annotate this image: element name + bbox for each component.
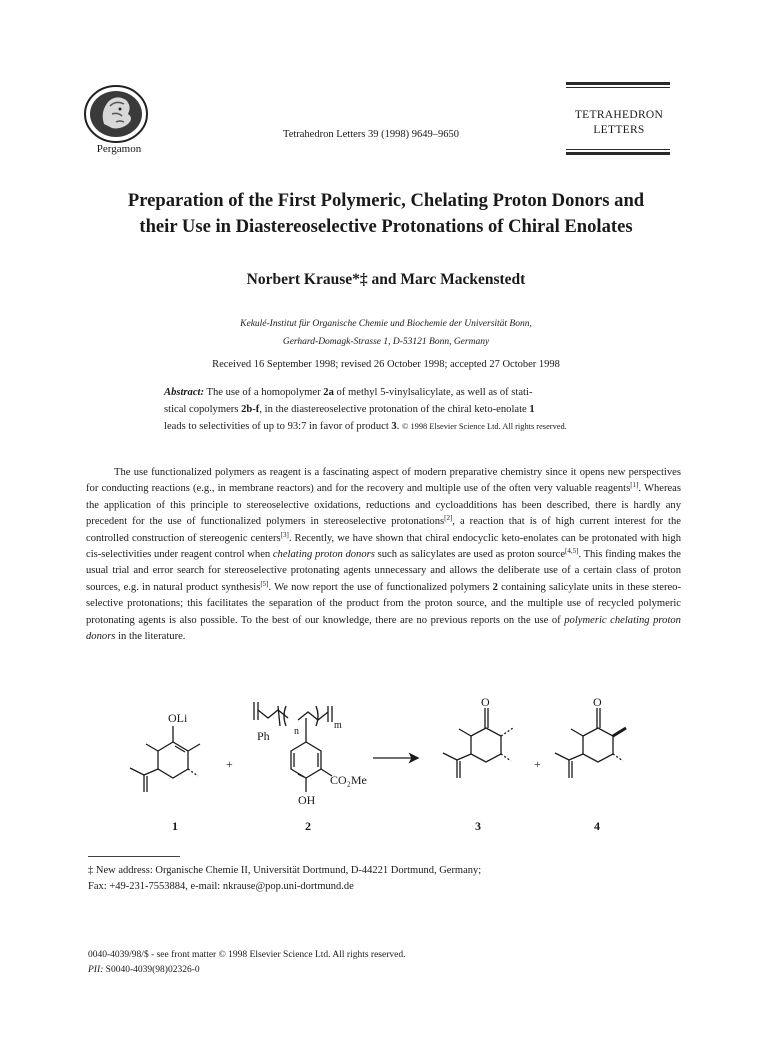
article-title xyxy=(100,188,672,240)
pii-value: S0040-4039(98)02326-0 xyxy=(103,965,200,975)
footnote-line-2: Fax: +49-231-7553884, e-mail: nkrause@pop.uni-dortmund.de xyxy=(88,881,354,892)
body-text xyxy=(86,465,681,645)
compound-ref: 2b-f xyxy=(241,404,260,415)
body-paragraph: The use functionalized polymers as reagent is a fascinating aspect of modern preparative chemistry since it opens new perspectives for conducting reactions (e.g., in membrane reactors) and for the recovery and multiple use of the often very valuable reagents[1]. Whereas the application of this principle to stereoselective oxidations, reductions and cycloadditions has been described, there is hardly any precedent for the use of functionalized polymers in stereoselective protonations[2], a reaction that is of high current interest for the controlled construction of stereogenic centers[3]. Recently, we have shown that chiral endocyclic keto-enolates can be protonated with high cis-selectivities under reagent control when chelating proton donors such as salicylates are used as proton source[4,5]. This finding makes the usual trial and error search for stereoselective protonating agents unnecessary and allows the deliberate use of a certain class of proton sources, e.g. in natural product synthesis[5]. We now report the use of functionalized polymers 2 containing salicylate units in these stereo-selective protonations; this facilitates the separation of the product from the proton source, and the multiple use of recycled polymeric protonating agents is also possible. To the best of our knowledge, there are no previous reports on the use of polymeric chelating proton donors in the literature. xyxy=(86,467,682,643)
footnote-rule xyxy=(88,856,180,857)
pii-line xyxy=(88,963,405,978)
scheme-label-n: n xyxy=(294,726,299,737)
journal-name-line1: TETRAHEDRON xyxy=(574,109,664,121)
scheme-label-o: O xyxy=(593,696,602,709)
citation-ref: [4,5] xyxy=(565,547,579,556)
affiliation-line-2: Gerhard-Domagk-Strasse 1, D-53121 Bonn, Germany xyxy=(282,337,490,347)
scheme-plus: + xyxy=(226,757,233,771)
title-line-2: their Use in Diastereoselective Protonations of Chiral Enolates xyxy=(139,216,633,237)
abstract-text: leads to selectivities of up to 93:7 in favor of product xyxy=(164,421,392,432)
compound-label: 1 xyxy=(172,819,178,833)
reaction-arrow xyxy=(373,754,418,762)
scheme-label-oli: OLi xyxy=(168,711,188,725)
compound-label: 4 xyxy=(594,819,600,833)
masthead-rule-top-thin xyxy=(566,87,670,88)
journal-citation: Tetrahedron Letters 39 (1998) 9649–9650 xyxy=(283,129,459,140)
citation-ref: [5] xyxy=(260,579,269,588)
copyright-block xyxy=(88,948,405,978)
abstract-rights: © 1998 Elsevier Science Ltd. All rights reserved. xyxy=(402,422,567,431)
masthead-rule-top xyxy=(566,82,670,85)
compound-4-structure xyxy=(555,708,626,778)
abstract-text: The use of a homopolymer xyxy=(204,387,324,398)
compound-2-structure xyxy=(254,702,332,792)
affiliation-line-1: Kekulé-Institut für Organische Chemie und Biochemie der Universität Bonn, xyxy=(240,319,532,329)
scheme-label-m: m xyxy=(334,720,342,731)
received-dates: Received 16 September 1998; revised 26 October 1998; accepted 27 October 1998 xyxy=(212,359,560,370)
abstract xyxy=(164,384,662,435)
pii-label: PII: xyxy=(88,965,104,975)
compound-ref: 2a xyxy=(323,387,334,398)
title-line-1: Preparation of the First Polymeric, Chelating Proton Donors and xyxy=(127,190,645,211)
journal-name xyxy=(568,108,670,138)
citation-ref: [3] xyxy=(280,530,289,539)
abstract-text: stical copolymers xyxy=(164,404,242,415)
abstract-text: of methyl 5-vinylsalicylate, as well as of stati- xyxy=(333,387,533,398)
abstract-text: , in the diastereoselective protonation of the chiral keto-enolate xyxy=(259,404,530,415)
compound-ref: 1 xyxy=(529,404,535,415)
scheme-label-co2me: CO₂Me xyxy=(330,773,367,787)
abstract-label: Abstract: xyxy=(164,387,205,398)
compound-1-structure xyxy=(130,726,200,792)
journal-name-line2: LETTERS xyxy=(593,124,645,136)
scheme-plus: + xyxy=(534,757,541,771)
masthead-rule-bottom xyxy=(566,149,670,155)
copyright-line: 0040-4039/98/$ - see front matter © 1998 Elsevier Science Ltd. All rights reserved. xyxy=(88,950,406,960)
reaction-scheme xyxy=(118,696,688,866)
compound-ref: 3 xyxy=(391,421,397,432)
author-list: Norbert Krause*‡ and Marc Mackenstedt xyxy=(246,271,526,288)
publisher-name: Pergamon xyxy=(96,143,142,155)
scheme-label-oh: OH xyxy=(298,793,316,807)
compound-label: 3 xyxy=(475,819,481,833)
compound-label: 2 xyxy=(305,819,311,833)
footnote-line-1: ‡ New address: Organische Chemie II, Universität Dortmund, D-44221 Dortmund, Germany; xyxy=(88,865,482,876)
citation-ref: [1] xyxy=(630,481,639,490)
publisher-logo xyxy=(82,84,150,144)
footnote xyxy=(88,863,688,895)
scheme-label-o: O xyxy=(481,696,490,709)
compound-3-structure xyxy=(443,708,513,778)
scheme-label-ph: Ph xyxy=(257,729,270,743)
citation-ref: [2] xyxy=(444,514,453,523)
abstract-text: . xyxy=(396,421,403,432)
journal-masthead xyxy=(566,82,670,155)
